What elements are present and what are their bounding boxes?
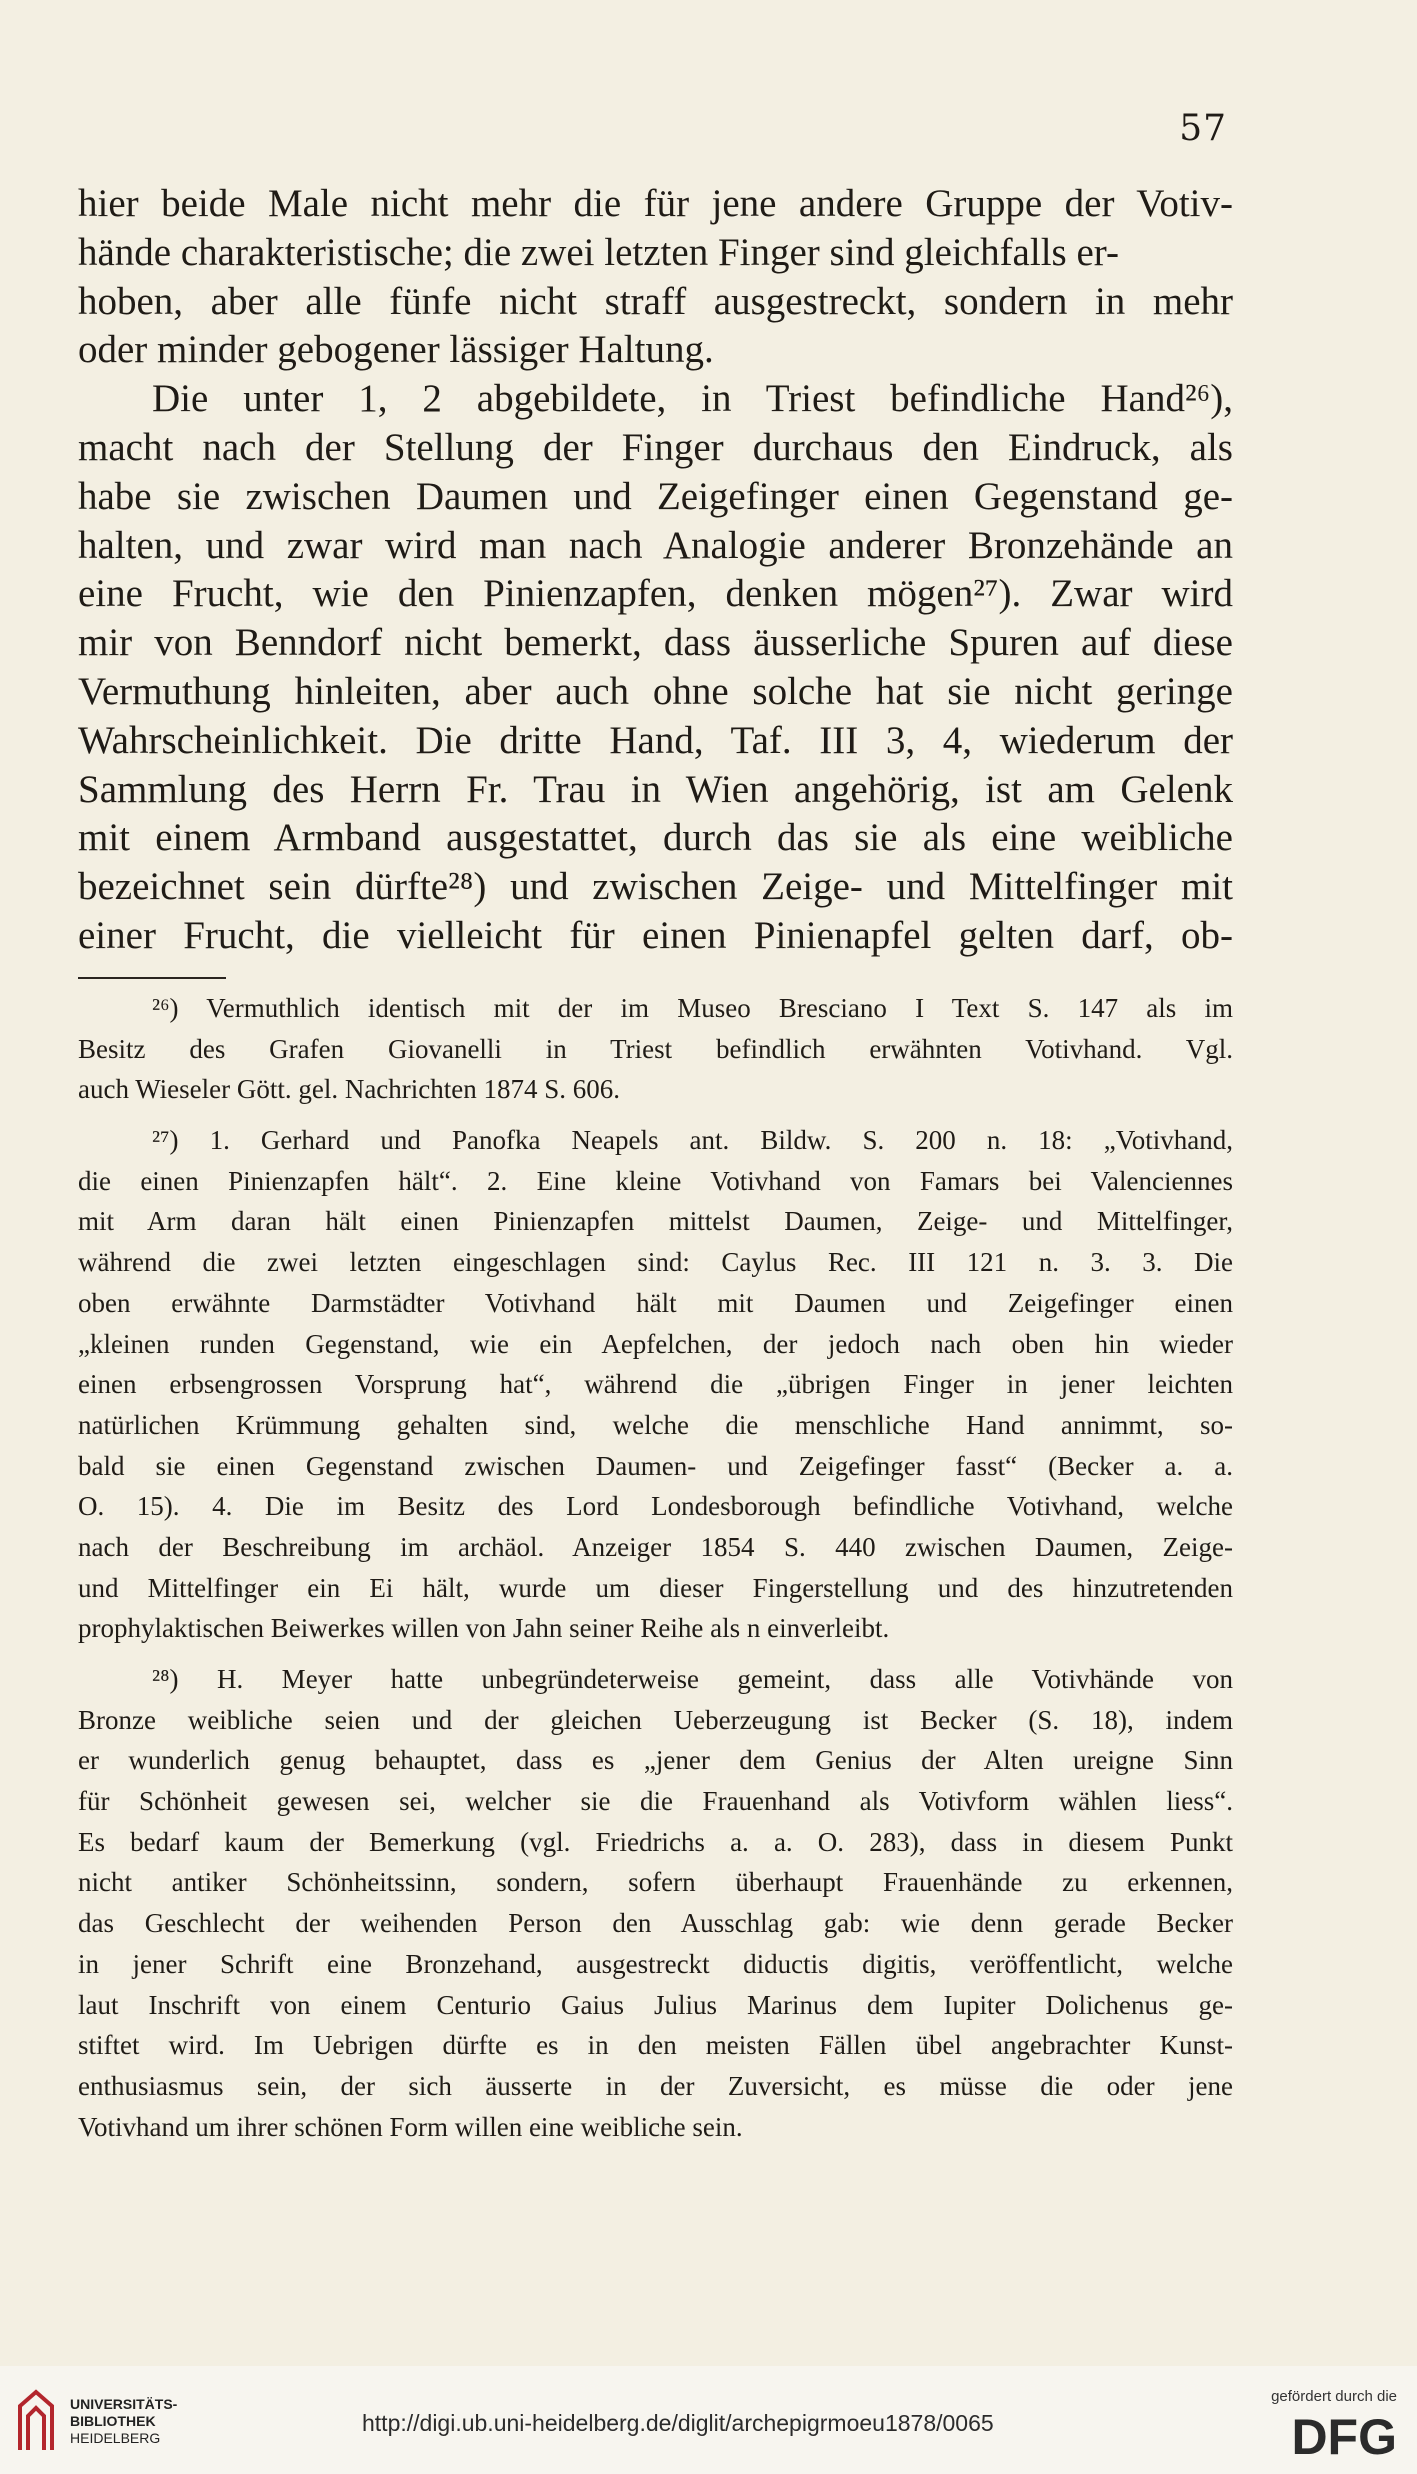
- text-line: Die unter 1, 2 abgebildete, in Triest befindliche Hand²⁶),: [152, 377, 1233, 421]
- library-name-line: HEIDELBERG: [70, 2430, 161, 2446]
- text-line: eine Frucht, wie den Pinienzapfen, denken mögen²⁷). Zwar wird: [78, 572, 1233, 616]
- text-line: macht nach der Stellung der Finger durchaus den Eindruck, als: [78, 425, 1233, 469]
- footnote-26: [78, 988, 1233, 1110]
- footnote-line: Bronze weibliche seien und der gleichen Ueberzeugung ist Becker (S. 18), indem: [78, 1704, 1233, 1735]
- text-line: Wahrscheinlichkeit. Die dritte Hand, Taf. III 3, 4, wiederum der: [78, 718, 1233, 762]
- footnote-line: er wunderlich genug behauptet, dass es „jener dem Genius der Alten ureigne Sinn: [78, 1745, 1233, 1776]
- text-line: hier beide Male nicht mehr die für jene andere Gruppe der Votiv-: [78, 182, 1233, 225]
- text-line: mir von Benndorf nicht bemerkt, dass äusserliche Spuren auf diese: [78, 621, 1233, 665]
- footnote-line: ²⁸) H. Meyer hatte unbegründeterweise gemeint, dass alle Votivhände von: [152, 1664, 1233, 1694]
- footnote-line: Es bedarf kaum der Bemerkung (vgl. Friedrichs a. a. O. 283), dass in diesem Punkt: [78, 1826, 1233, 1857]
- dfg-logo-text: DFG: [1291, 2410, 1397, 2460]
- footnote-line: für Schönheit gewesen sei, welcher sie die Frauenhand als Votivform wählen liess“.: [78, 1786, 1233, 1817]
- footnote-line: nach der Beschreibung im archäol. Anzeiger 1854 S. 440 zwischen Daumen, Zeige-: [78, 1531, 1233, 1562]
- library-name-line: UNIVERSITÄTS-: [70, 2396, 178, 2412]
- footnote-line: „kleinen runden Gegenstand, wie ein Aepfelchen, der jedoch nach oben hin wieder: [78, 1328, 1233, 1359]
- footnote-line: auch Wieseler Gött. gel. Nachrichten 1874 S. 606.: [78, 1074, 621, 1105]
- footnote-line: bald sie einen Gegenstand zwischen Daumen- und Zeigefinger fasst“ (Becker a. a.: [78, 1450, 1233, 1481]
- footnote-line: während die zwei letzten eingeschlagen sind: Caylus Rec. III 121 n. 3. 3. Die: [78, 1247, 1233, 1278]
- footnote-line: Votivhand um ihrer schönen Form willen eine weibliche sein.: [78, 2111, 743, 2142]
- text-line: Vermuthung hinleiten, aber auch ohne solche hat sie nicht geringe: [78, 669, 1233, 713]
- library-name: [70, 2396, 177, 2447]
- text-line: habe sie zwischen Daumen und Zeigefinger einen Gegenstand ge-: [78, 474, 1233, 518]
- text-line: mit einem Armband ausgestattet, durch das sie als eine weibliche: [78, 816, 1233, 860]
- footnote-line: oben erwähnte Darmstädter Votivhand hält mit Daumen und Zeigefinger einen: [78, 1287, 1233, 1318]
- footnote-line: laut Inschrift von einem Centurio Gaius Julius Marinus dem Iupiter Dolichenus ge-: [78, 1989, 1233, 2020]
- library-logo-icon: [14, 2386, 58, 2456]
- dfg-logo: [1247, 2410, 1397, 2460]
- text-line: oder minder gebogener lässiger Haltung.: [78, 328, 714, 372]
- funder-note: gefördert durch die: [1271, 2388, 1397, 2405]
- text-line: halten, und zwar wird man nach Analogie anderer Bronzehände an: [78, 523, 1233, 567]
- footnote-line: enthusiasmus sein, der sich äusserte in der Zuversicht, es müsse die oder jene: [78, 2070, 1233, 2101]
- text-line: einer Frucht, die vielleicht für einen Pinienapfel gelten darf, ob-: [78, 913, 1233, 957]
- footnote-line: einen erbsengrossen Vorsprung hat“, während die „übrigen Finger in jener leichten: [78, 1369, 1233, 1400]
- footnote-27: [78, 1120, 1233, 1649]
- footnote-line: das Geschlecht der weihenden Person den Ausschlag gab: wie denn gerade Becker: [78, 1908, 1233, 1939]
- text-line: Sammlung des Herrn Fr. Trau in Wien angehörig, ist am Gelenk: [78, 767, 1233, 811]
- text-line: bezeichnet sein dürfte²⁸) und zwischen Zeige- und Mittelfinger mit: [78, 865, 1233, 909]
- footnote-separator: [78, 977, 226, 979]
- footnote-line: natürlichen Krümmung gehalten sind, welche die menschliche Hand annimmt, so-: [78, 1409, 1233, 1440]
- footnote-line: nicht antiker Schönheitssinn, sondern, sofern überhaupt Frauenhände zu erkennen,: [78, 1867, 1233, 1898]
- footnote-line: ²⁷) 1. Gerhard und Panofka Neapels ant. Bildw. S. 200 n. 18: „Votivhand,: [152, 1125, 1233, 1156]
- footnote-line: Besitz des Grafen Giovanelli in Triest befindlich erwähnten Votivhand. Vgl.: [78, 1033, 1233, 1064]
- page-number: 57: [1179, 108, 1227, 149]
- library-name-line: BIBLIOTHEK: [70, 2413, 156, 2429]
- footnote-line: ²⁶) Vermuthlich identisch mit der im Museo Bresciano I Text S. 147 als im: [152, 993, 1233, 1023]
- footnote-28: [78, 1659, 1233, 2147]
- main-text: [78, 180, 1233, 961]
- text-line: hoben, aber alle fünfe nicht straff ausgestreckt, sondern in mehr: [78, 279, 1233, 323]
- footnote-line: O. 15). 4. Die im Besitz des Lord Londesborough befindliche Votivhand, welche: [78, 1491, 1233, 1522]
- footnotes: [78, 988, 1233, 2147]
- text-line: hände charakteristische; die zwei letzten Finger sind gleichfalls er-: [78, 230, 1119, 274]
- footnote-line: in jener Schrift eine Bronzehand, ausgestreckt diductis digitis, veröffentlicht, welche: [78, 1948, 1233, 1979]
- footnote-line: die einen Pinienzapfen hält“. 2. Eine kleine Votivhand von Famars bei Valenciennes: [78, 1165, 1233, 1196]
- footnote-line: stiftet wird. Im Uebrigen dürfte es in den meisten Fällen übel angebrachter Kunst-: [78, 2030, 1233, 2061]
- footnote-line: prophylaktischen Beiwerkes willen von Jahn seiner Reihe als n einverleibt.: [78, 1613, 890, 1644]
- footnote-line: mit Arm daran hält einen Pinienzapfen mittelst Daumen, Zeige- und Mittelfinger,: [78, 1206, 1233, 1237]
- footnote-line: und Mittelfinger ein Ei hält, wurde um dieser Fingerstellung und des hinzutretenden: [78, 1572, 1233, 1603]
- source-url-link[interactable]: http://digi.ub.uni-heidelberg.de/diglit/archepigrmoeu1878/0065: [362, 2410, 994, 2436]
